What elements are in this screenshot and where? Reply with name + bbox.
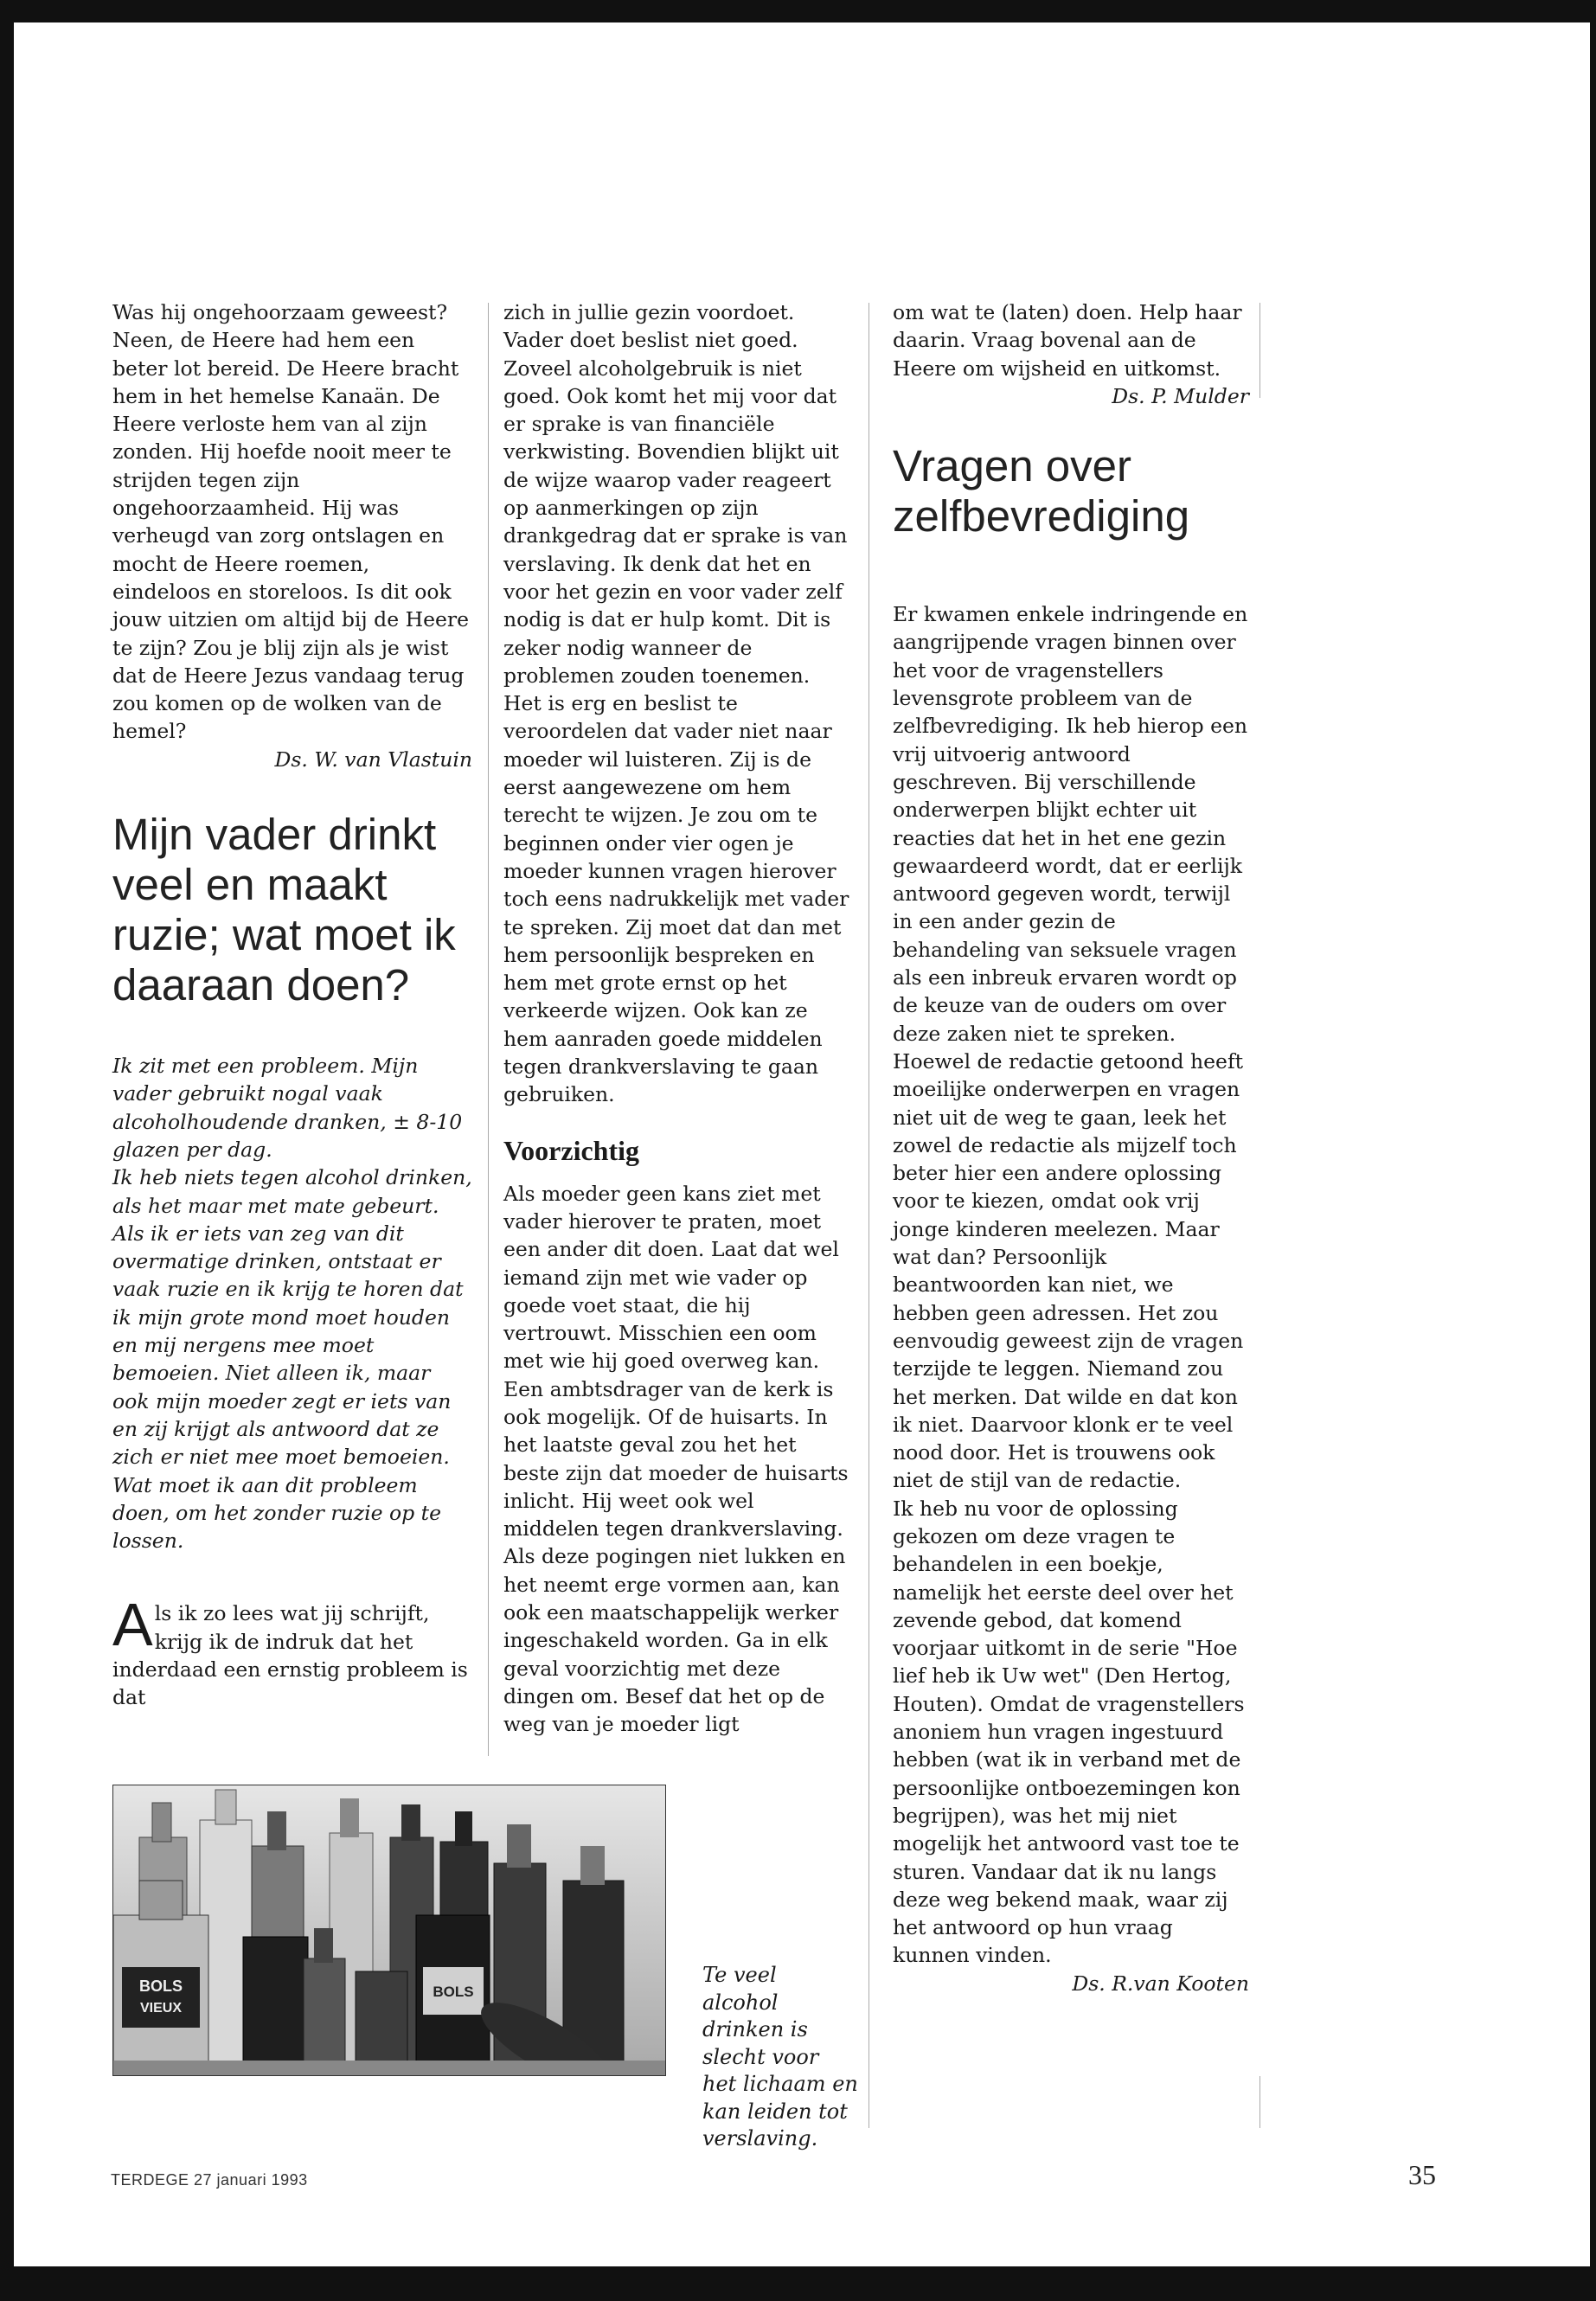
article-intro-text: Was hij ongehoorzaam geweest? Neen, de Heere had hem een beter lot bereid. De Heere bracht hem in het hemelse Kanaän. De Heere verloste hem van al zijn zonden. Hij hoefde nooit meer te strijden tegen zijn ongehoorzaamheid. Hij was verheugd van zorg ontslagen en mocht de Heere roemen, eindeloos en storeloos. Is dit ook jouw uitzien om altijd bij de Heere te zijn? Zou je blij zijn als je wist dat de Heere Jezus vandaag terug zou komen op de wolken van de hemel? [112, 300, 470, 744]
label-bols-2: BOLS [433, 1984, 474, 2000]
answer-paragraph-1: zich in jullie gezin voordoet. Vader doet beslist niet goed. Zoveel alcoholgebruik is niet goed. Ook komt het mij voor dat er sprake is van financiële verkwisting. Bovendien blijkt uit de wijze waarop vader reageert op aanmerkingen op zijn drankgedrag dat er sprake is van verslaving. Ik denk dat het en voor het gezin en voor vader zelf nodig is dat er hulp komt. Dit is zeker nodig wanneer de problemen zouden toenemen. Het is erg en beslist te veroordelen dat vader niet naar moeder wil luisteren. Zij is de eerst aangewezene om hem terecht te wijzen. Je zou om te beginnen onder vier ogen je moeder kunnen vragen hierover toch eens nadrukkelijk met vader te spreken. Zij moet dat dan met hem persoonlijk bespreken en hem met grote ernst op het verkeerde wijzen. Ook kan ze hem aanraden goede middelen tegen drankverslaving te gaan gebruiken. [503, 300, 849, 1107]
answer-opening [112, 1591, 472, 1711]
column-rule [488, 303, 489, 1756]
photo-caption: Te veel alcohol drinken is slecht voor het lichaam en kan leiden tot verslaving. [702, 1963, 858, 2150]
column-3 [893, 298, 1249, 1997]
reader-letter-1: Ik zit met een probleem. Mijn vader gebruikt nogal vaak alcoholhoudende dranken, ± 8-10 glazen per dag. [112, 1054, 463, 1162]
zelfbevrediging-paragraph-2: Hoewel de redactie getoond heeft moeilijke onderwerpen en vragen niet uit de weg te gaan, leek het zowel de redactie als mijzelf toch beter hier een andere oplossing voor te kiezen, omdat ook vrij jonge kinderen meelezen. Maar wat dan? Persoonlijk beantwoorden kan niet, we hebben geen adressen. Het zou eenvoudig geweest zijn de vragen terzijde te leggen. Niemand zou het merken. Dat wilde en dat kon ik niet. Daarvoor klonk er te veel nood door. Het is trouwens ook niet de stijl van de redactie. [893, 1048, 1244, 1493]
zelfbevrediging-paragraph-3: Ik heb nu voor de oplossing gekozen om deze vragen te behandelen in een boekje, namelijk het eerste deel over het zevende gebod, dat komend voorjaar uitkomt in de serie "Hoe lief heb ik Uw wet" (Den Hertog, Houten). Omdat de vragenstellers anoniem hun vragen ingestuurd hebben (wat ik in verband met de persoonlijke ontboezemingen kon begrijpen), was het mij niet mogelijk het antwoord vast toe te sturen. Vandaar dat ik nu langs deze weg bekend maak, waar zij het antwoord op hun vraag kunnen vinden. [893, 1496, 1245, 1968]
subheading-voorzichtig: Voorzichtig [503, 1134, 640, 1166]
signature-mulder: Ds. P. Mulder [1112, 383, 1249, 408]
headline-vader-drinkt: Mijn vader drinkt veel en maakt ruzie; wat moet ik daaraan doen? [112, 810, 456, 1010]
photo-bottles [112, 1785, 666, 2076]
footer-publication: TERDEGE 27 januari 1993 [111, 2171, 308, 2189]
reader-letter-2: Ik heb niets tegen alcohol drinken, als het maar met mate gebeurt. Als ik er iets van zeg van dit overmatige drinken, ontstaat er vaak ruzie en ik krijg te horen dat ik mijn grote mond moet houden en mij nergens mee moet bemoeien. Niet alleen ik, maar ook mijn moeder zegt er iets van en zij krijgt als antwoord dat ze zich er niet mee moet bemoeien. Wat moet ik aan dit probleem doen, om het zonder ruzie op te lossen. [112, 1165, 472, 1554]
column-rule [1259, 2076, 1260, 2128]
scan-border-left [0, 0, 14, 2301]
answer-paragraph-2: Als moeder geen kans ziet met vader hierover te praten, moet een ander dit doen. Laat dat wel iemand zijn met wie vader op goede voet staat, die hij vertrouwt. Misschien een oom met wie hij goed overweg kan. Een ambtsdrager van de kerk is ook mogelijk. Of de huisarts. In het laatste geval zou het het beste zijn dat moeder de huisarts inlicht. Hij weet ook wel middelen tegen drankverslaving. [503, 1181, 849, 1541]
answer-closing: om wat te (laten) doen. Help haar daarin. Vraag bovenal aan de Heere om wijsheid en uitkomst. [893, 300, 1242, 381]
label-vieux: VIEUX [139, 2001, 183, 2016]
column-2 [503, 298, 853, 1739]
zelfbevrediging-paragraph-1: Er kwamen enkele indringende en aangrijpende vragen binnen over het voor de vragenstellers levensgrote probleem van de zelfbevrediging. Ik heb hierop een vrij uitvoerig antwoord geschreven. Bij verschillende onderwerpen blijkt echter uit reacties dat het in het ene gezin gewaardeerd wordt, dat er eerlijk antwoord gegeven wordt, terwijl in een ander gezin de behandeling van seksuele vragen als een inbreuk ervaren wordt op de keuze van de ouders om over deze zaken niet te spreken. [893, 602, 1248, 1046]
headline-zelfbevrediging: Vragen over zelfbevrediging [893, 441, 1190, 542]
scan-border-top [0, 0, 1596, 22]
signature-van-vlastuin: Ds. W. van Vlastuin [274, 747, 472, 772]
label-bols: BOLS [138, 1977, 183, 1995]
page-number: 35 [1408, 2159, 1436, 2190]
answer-opening-text: ls ik zo lees wat jij schrijft, krijg ik de indruk dat het inderdaad een ernstig probleem is dat [112, 1601, 468, 1710]
scan-border-bottom [0, 2266, 1596, 2301]
answer-paragraph-3: Als deze pogingen niet lukken en het neemt erge vormen aan, kan ook een maatschappelijk werker ingeschakeld worden. Ga in elk geval voorzichtig met deze dingen om. Besef dat het op de weg van je moeder ligt [503, 1544, 846, 1737]
signature-van-kooten: Ds. R.van Kooten [1072, 1971, 1249, 1996]
column-rule [1259, 303, 1260, 398]
drop-cap: A [112, 1591, 153, 1659]
column-1 [112, 298, 472, 1712]
scan-border-right [1590, 0, 1596, 2266]
bottles-illustration [113, 1785, 665, 2075]
